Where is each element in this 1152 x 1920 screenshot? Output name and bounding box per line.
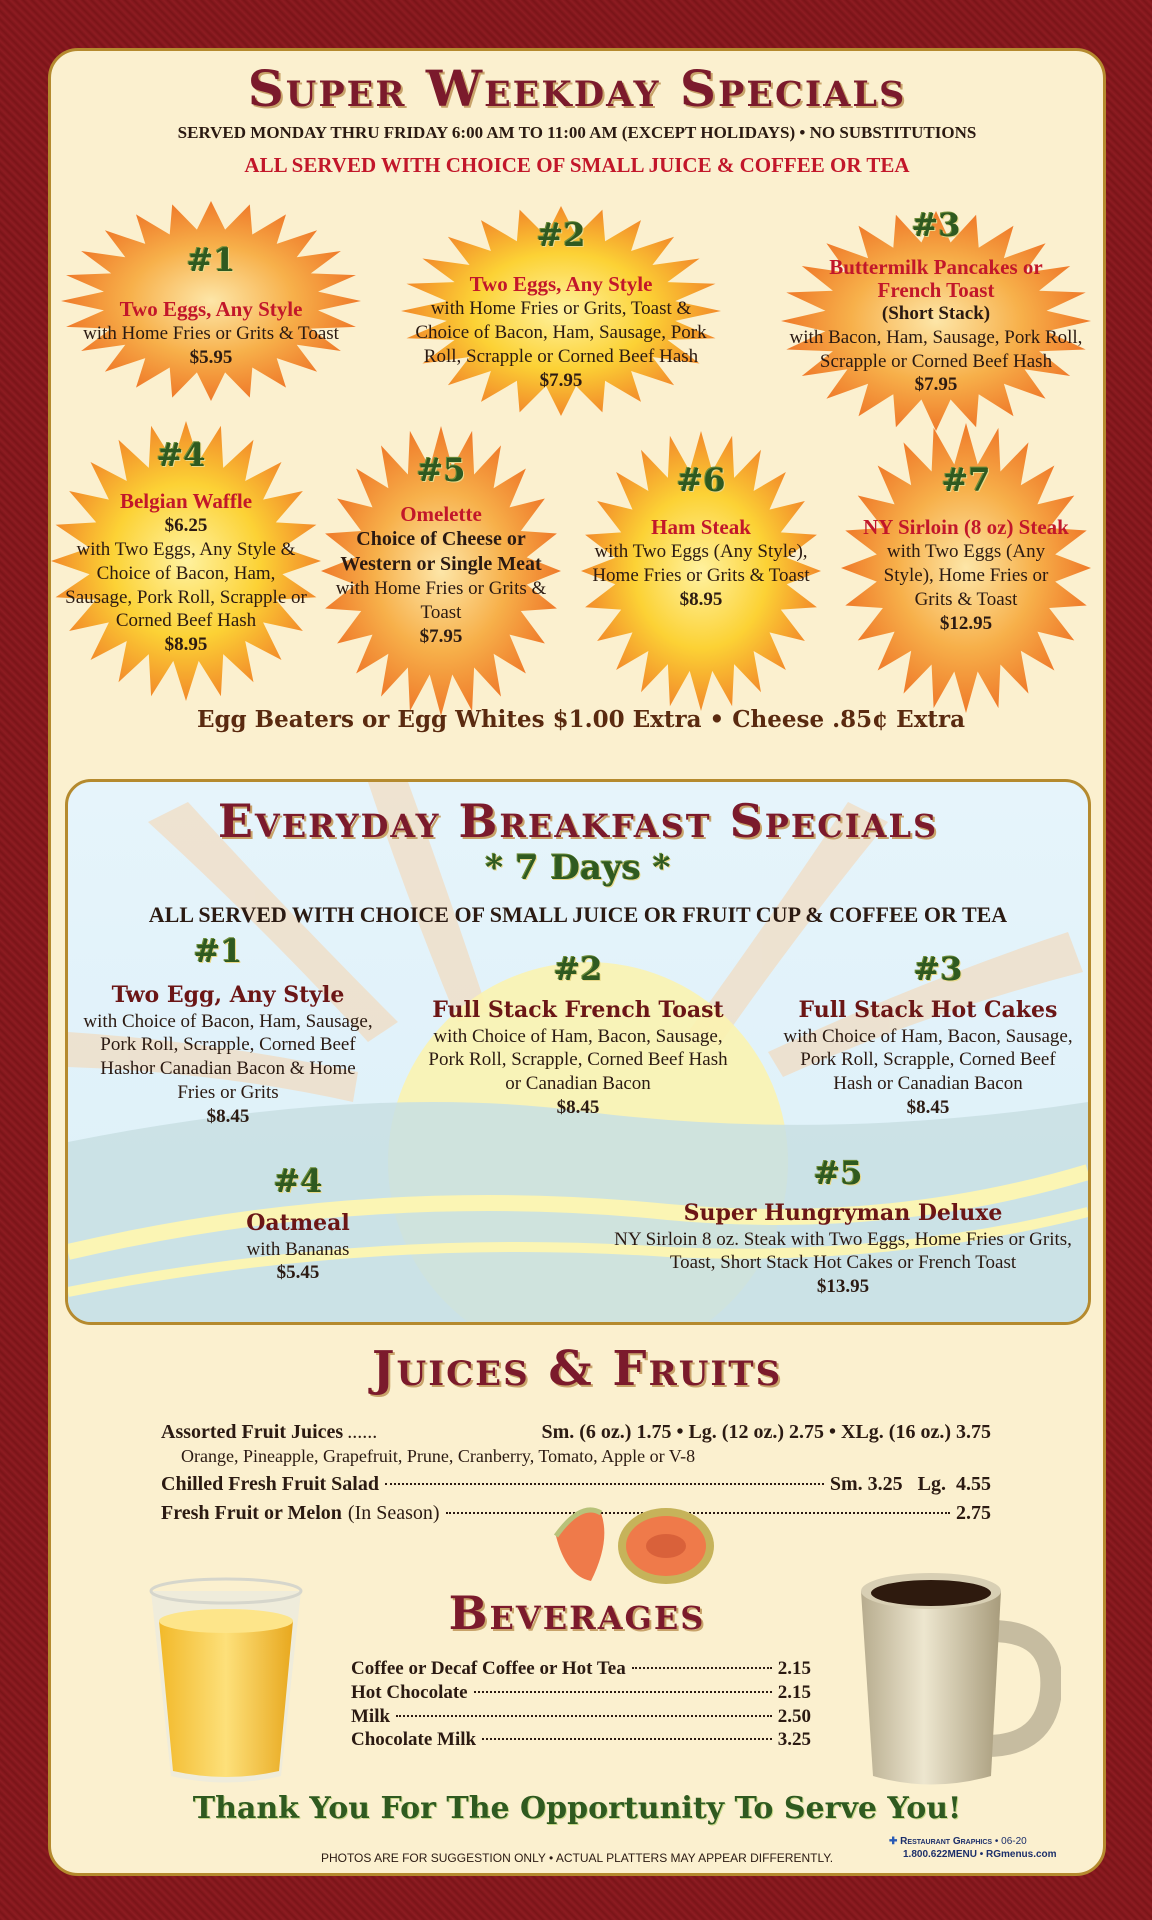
weekday-item-7-desc: with Two Eggs (Any Style), Home Fries or Grits & Toast [883,541,1049,610]
brand-name: Restaurant Graphics [900,1836,993,1847]
weekday-item-5-sub: Choice of Cheese or Western or Single Meat [340,528,542,576]
everyday-item-3-desc: with Choice of Ham, Bacon, Sausage, Pork Roll, Scrapple, Corned Beef Hash or Canadian Bacon [783,1025,1073,1094]
brand-mark-icon: ✚ [889,1836,898,1847]
beverage-name: Milk [351,1705,391,1727]
weekday-item-3-price: $7.95 [914,374,958,396]
beverage-price: 2.50 [777,1705,811,1727]
fresh-fruit-price: 2.75 [956,1502,991,1524]
brand-contact: 1.800.622MENU • RGmenus.com [903,1849,1057,1860]
beverage-row [351,1705,811,1729]
weekday-item-7-price: $12.95 [939,612,993,634]
everyday-item-4-number: #4 [273,1162,323,1200]
everyday-days: * 7 Days * [485,848,671,888]
beverage-price: 2.15 [777,1681,811,1703]
fresh-fruit-name: Fresh Fruit or Melon [161,1502,342,1524]
beverages-title: Beverages [448,1586,706,1640]
weekday-item-5-number: #5 [416,451,466,489]
weekday-item-1-number: #1 [186,241,236,279]
beverage-name: Hot Chocolate [351,1681,468,1703]
beverage-name: Coffee or Decaf Coffee or Hot Tea [351,1658,626,1679]
weekday-served-with: ALL SERVED WITH CHOICE OF SMALL JUICE & COFFEE OR TEA [244,153,910,177]
everyday-item-2-number: #2 [553,950,603,988]
coffee-mug-image [841,1561,1061,1801]
weekday-extras: Egg Beaters or Egg Whites $1.00 Extra • Cheese .85¢ Extra [196,706,966,733]
everyday-item-1-number: #1 [193,932,243,970]
weekday-item-6-number: #6 [676,461,726,499]
weekday-item-3-sub: (Short Stack) [881,303,991,325]
beverage-row [351,1728,811,1752]
beverage-row [351,1681,811,1705]
weekday-item-5-price: $7.95 [419,625,463,647]
weekday-item-4-name: Belgian Waffle [119,489,253,513]
everyday-item-2-name: Full Stack French Toast [432,997,724,1023]
everyday-item-1-name: Two Egg, Any Style [111,982,345,1008]
everyday-served-with: ALL SERVED WITH CHOICE OF SMALL JUICE OR FRUIT CUP & COFFEE OR TEA [148,902,1008,927]
weekday-item-1-name: Two Eggs, Any Style [119,297,303,321]
everyday-item-3-price: $8.45 [906,1096,950,1118]
juices-title: Juices & Fruits [371,1341,783,1397]
fruit-salad-name: Chilled Fresh Fruit Salad [161,1473,379,1495]
assorted-juices-prices: Sm. (6 oz.) 1.75 • Lg. (12 oz.) 2.75 • XLg. (16 oz.) 3.75 [541,1421,991,1443]
weekday-item-1-desc: with Home Fries or Grits & Toast [83,323,339,345]
assorted-juices-name: Assorted Fruit Juices [161,1421,344,1443]
weekday-item-3-desc: with Bacon, Ham, Sausage, Pork Roll, Scrapple or Corned Beef Hash [789,326,1083,372]
weekday-item-4-sub: $6.25 [164,515,208,537]
weekday-item-6-desc: with Two Eggs (Any Style), Home Fries or Grits & Toast [592,541,810,586]
beverage-price: 3.25 [777,1729,811,1751]
thank-you-message: Thank You For The Opportunity To Serve You! [192,1791,962,1826]
weekday-item-2-price: $7.95 [539,369,583,391]
everyday-item-1-price: $8.45 [206,1105,250,1127]
everyday-item-2-price: $8.45 [556,1096,600,1118]
everyday-item-3-name: Full Stack Hot Cakes [798,997,1058,1023]
brand-code: • 06-20 [994,1836,1027,1847]
menu-panel [48,48,1106,1876]
weekday-item-4-desc: with Two Eggs, Any Style & Choice of Bacon, Ham, Sausage, Pork Roll, Scrapple or Corned Beef Hash [65,539,307,632]
assorted-juices-row: Assorted Fruit Juices ...... Sm. (6 oz.) 1.75 • Lg. (12 oz.) 2.75 • XLg. (16 oz.) 3.75 [161,1421,991,1443]
weekday-subtitle: SERVED MONDAY THRU FRIDAY 6:00 AM TO 11:00 AM (EXCEPT HOLIDAYS) • NO SUBSTITUTIONS [177,123,977,142]
fresh-fruit-note: (In Season) [347,1502,440,1524]
weekday-item-5-name: Omelette [400,502,482,526]
weekday-title: Super Weekday Specials [247,59,907,118]
assorted-juices-list: Orange, Pineapple, Grapefruit, Prune, Cranberry, Tomato, Apple or V-8 [181,1446,696,1466]
weekday-item-1-price: $5.95 [189,347,233,368]
weekday-item-3-number: #3 [911,206,961,244]
everyday-item-4-price: $5.45 [276,1262,320,1284]
everyday-item-5-number: #5 [813,1154,863,1192]
weekday-item-2-name: Two Eggs, Any Style [469,272,653,296]
everyday-item-4-desc: with Bananas [246,1238,350,1260]
weekday-item-6-name: Ham Steak [651,515,751,539]
everyday-item-2-desc: with Choice of Ham, Bacon, Sausage, Pork Roll, Scrapple, Corned Beef Hash or Canadian Bacon [428,1025,728,1094]
weekday-item-6-price: $8.95 [679,588,723,610]
fruit-salad-price: Sm. 3.25 Lg. 4.55 [829,1473,991,1495]
melon-image [541,1491,721,1591]
weekday-item-3-name: Buttermilk Pancakes or French Toast [829,255,1043,303]
beverage-price: 2.15 [777,1658,811,1679]
weekday-item-2-desc: with Home Fries or Grits, Toast & Choice of Bacon, Ham, Sausage, Pork Roll, Scrapple or Corned Beef Hash [415,298,707,367]
everyday-item-5-price: $13.95 [816,1276,870,1297]
everyday-item-4-name: Oatmeal [246,1210,350,1236]
weekday-item-4-number: #4 [156,436,206,474]
everyday-item-5-desc: NY Sirloin 8 oz. Steak with Two Eggs, Home Fries or Grits, Toast, Short Stack Hot Cakes or French Toast [614,1228,1072,1274]
everyday-item-5-name: Super Hungryman Deluxe [683,1200,1003,1226]
weekday-item-7-name: NY Sirloin (8 oz) Steak [863,515,1069,539]
weekday-item-2-number: #2 [536,216,586,254]
everyday-item-1-desc: with Choice of Bacon, Ham, Sausage, Pork Roll, Scrapple, Corned Beef Hashor Canadian Bacon & Home Fries or Grits [83,1010,373,1103]
everyday-item-3-number: #3 [913,950,963,988]
weekday-item-4-price: $8.95 [164,634,208,655]
photo-disclaimer: PHOTOS ARE FOR SUGGESTION ONLY • ACTUAL PLATTERS MAY APPEAR DIFFERENTLY. [320,1851,834,1865]
everyday-section [65,779,1091,1325]
beverage-name: Chocolate Milk [351,1729,477,1751]
weekday-item-5-desc: with Home Fries or Grits & Toast [335,578,547,623]
everyday-title: Everyday Breakfast Specials [217,794,939,848]
weekday-item-7-number: #7 [941,461,991,499]
beverage-row [351,1657,811,1681]
